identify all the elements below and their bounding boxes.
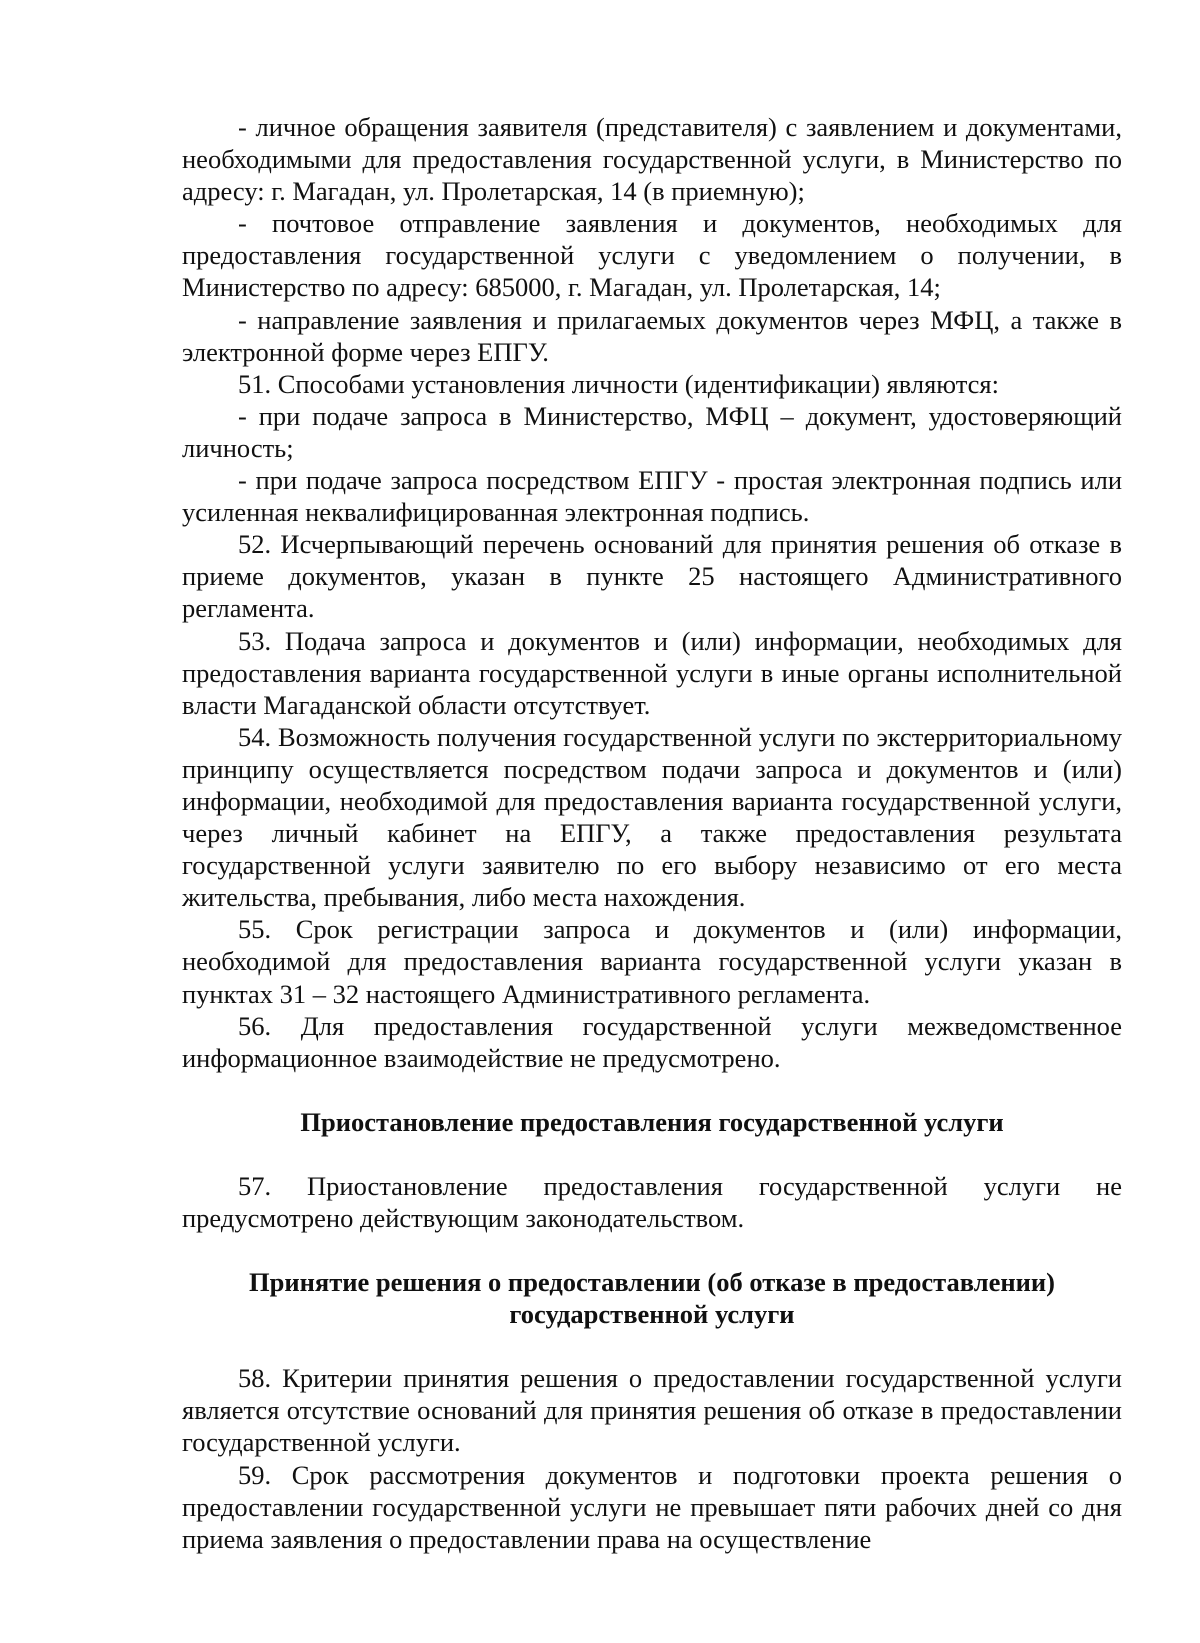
paragraph-mfc-submission: - направление заявления и прилагаемых документов через МФЦ, а также в электронной форме через ЕПГУ. — [182, 304, 1122, 367]
spacer — [182, 1074, 1122, 1106]
paragraph-52: 52. Исчерпывающий перечень оснований для принятия решения об отказе в приеме документов, указан в пункте 25 настоящего Административного регламента. — [182, 529, 1122, 624]
spacer — [182, 1330, 1122, 1362]
paragraph-59: 59. Срок рассмотрения документов и подготовки проекта решения о предоставлении государственной услуги не превышает пяти рабочих дней со дня приема заявления о предоставлении права на осуществление — [182, 1459, 1122, 1554]
section-heading-suspension: Приостановление предоставления государственной услуги — [300, 1106, 1004, 1137]
paragraph-57: 57. Приостановление предоставления государственной услуги не предусмотрено действующим законодательством. — [182, 1170, 1122, 1233]
paragraph-54: 54. Возможность получения государственной услуги по экстерриториальному принципу осуществляется посредством подачи запроса и документов и (или) информации, необходимой для предоставления варианта государственной услуги, через личный кабинет на ЕПГУ, а также предоставления результата государственной услуги заявителю по его выбору независимо от его места жительства, пребывания, либо места нахождения. — [182, 721, 1122, 913]
spacer — [182, 1234, 1122, 1266]
paragraph-58: 58. Критерии принятия решения о предоставлении государственной услуги является отсутствие оснований для принятия решения об отказе в предоставлении государственной услуги. — [182, 1363, 1122, 1458]
section-heading-decision-line-1: Принятие решения о предоставлении (об отказе в предоставлении) — [249, 1267, 1055, 1298]
paragraph-51-identity-document: - при подаче запроса в Министерство, МФЦ – документ, удостоверяющий личность; — [182, 400, 1122, 463]
paragraph-56: 56. Для предоставления государственной услуги межведомственное информационное взаимодействие не предусмотрено. — [182, 1010, 1122, 1073]
paragraph-51: 51. Способами установления личности (идентификации) являются: — [238, 368, 999, 399]
paragraph-51-electronic-signature: - при подаче запроса посредством ЕПГУ - простая электронная подпись или усиленная неквалифицированная электронная подпись. — [182, 465, 1122, 528]
paragraph-postal-submission: - почтовое отправление заявления и документов, необходимых для предоставления государственной услуги с уведомлением о получении, в Министерство по адресу: 685000, г. Магадан, ул. Пролетарская, 14; — [182, 208, 1122, 303]
document-body — [182, 111, 1122, 1555]
spacer — [182, 1138, 1122, 1170]
section-heading-decision-line-2: государственной услуги — [509, 1299, 795, 1330]
paragraph-55: 55. Срок регистрации запроса и документов и (или) информации, необходимой для предоставления варианта государственной услуги указан в пунктах 31 – 32 настоящего Административного регламента. — [182, 914, 1122, 1009]
paragraph-53: 53. Подача запроса и документов и (или) информации, необходимых для предоставления варианта государственной услуги в иные органы исполнительной власти Магаданской области отсутствует. — [182, 625, 1122, 720]
paragraph-personal-appeal: - личное обращения заявителя (представителя) с заявлением и документами, необходимыми для предоставления государственной услуги, в Министерство по адресу: г. Магадан, ул. Пролетарская, 14 (в приемную); — [182, 112, 1122, 207]
